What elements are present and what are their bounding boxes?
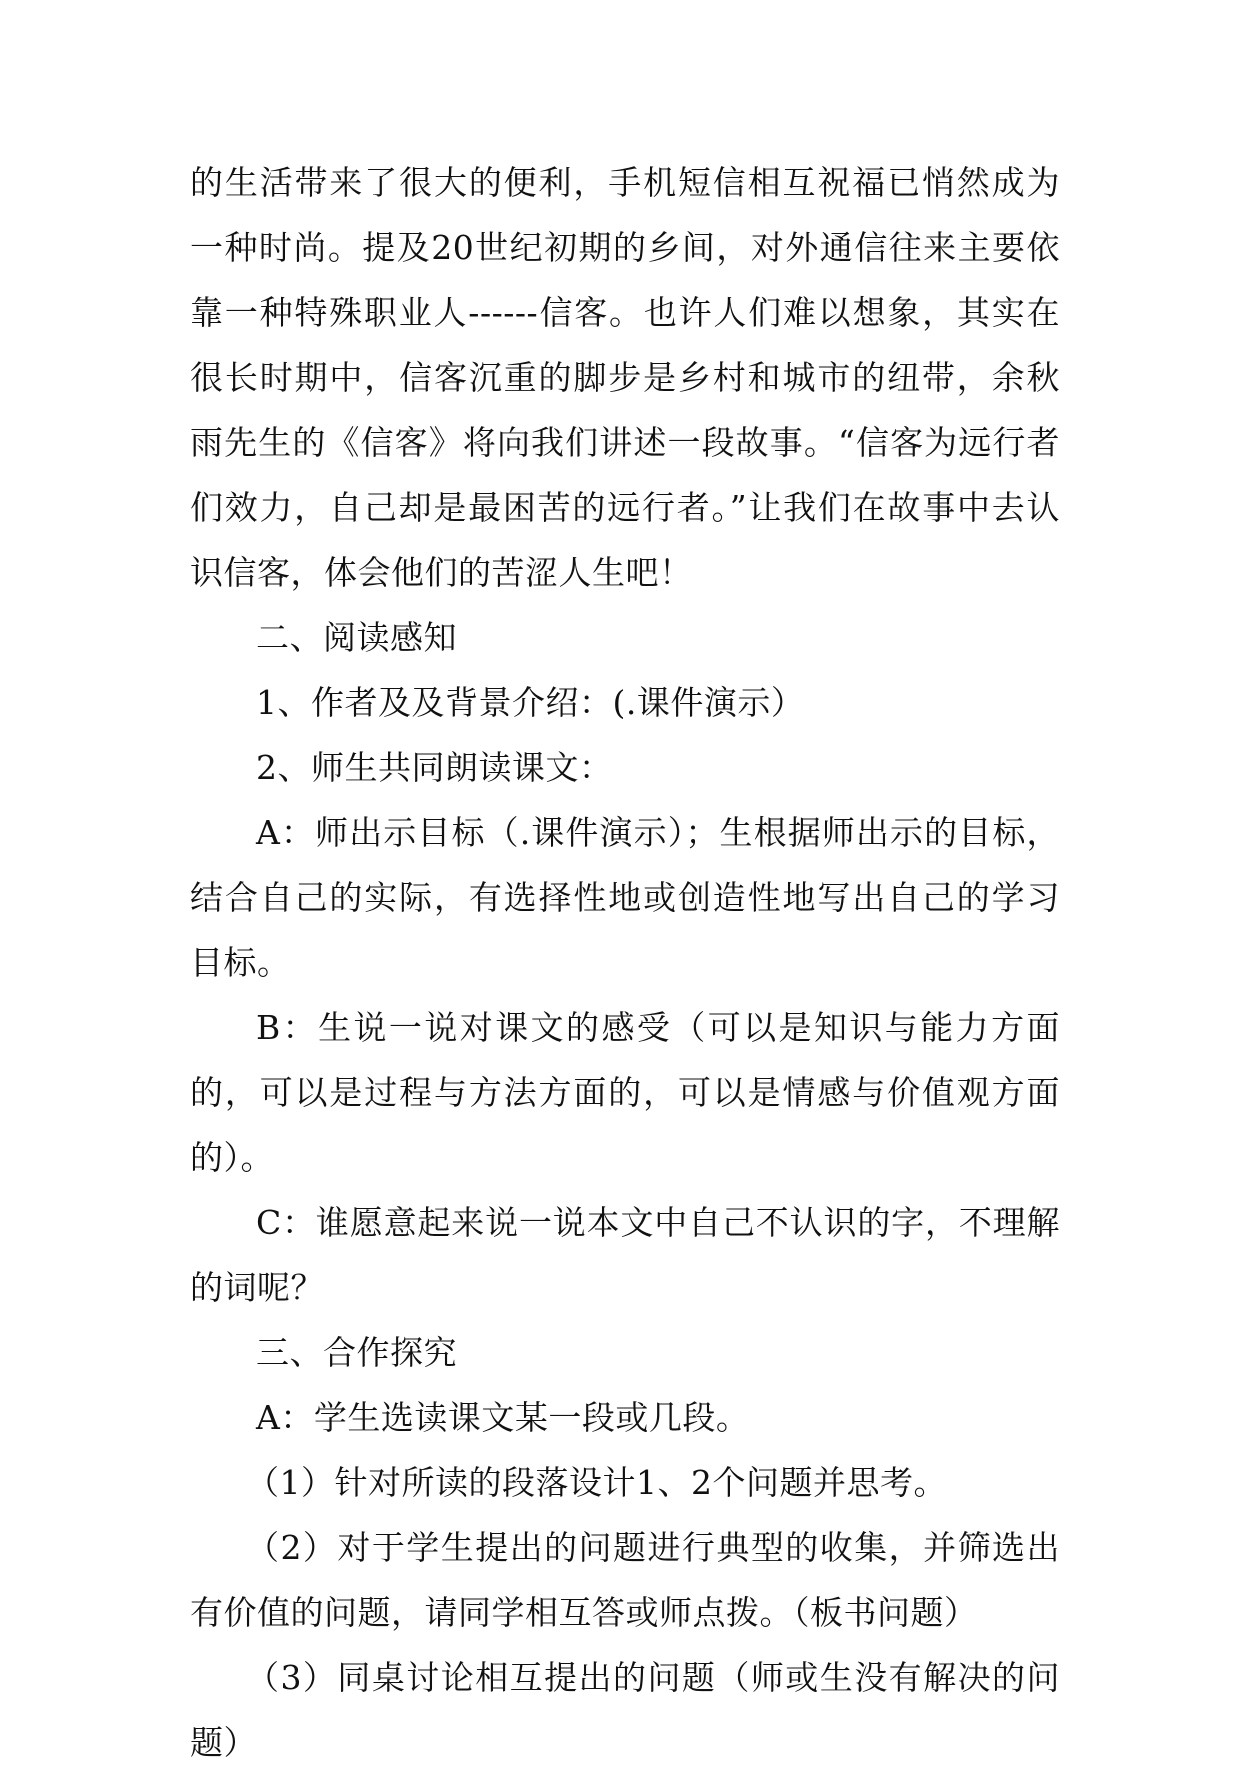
sub-item-1-design-questions: （1）针对所读的段落设计1、2个问题并思考。: [246, 1463, 947, 1502]
paragraph-intro: 的生活带来了很大的便利，手机短信相互祝福已悄然成为一种时尚。提及20世纪初期的乡间，对外通信往来主要依靠一种特殊职业人------信客。也许人们难以想象，其实在很长时期中，信客沉重的脚步是乡村和城市的纽带，余秋雨先生的《信客》将向我们讲述一段故事。“信客为远行者们效力，自己却是最困苦的远行者。”让我们在故事中去认识信客，体会他们的苦涩人生吧！: [190, 163, 1060, 592]
list-item-a-goals: A：师出示目标（.课件演示）；生根据师出示的目标，结合自己的实际，有选择性地或创造性地写出自己的学习目标。: [190, 813, 1060, 982]
section-heading-cooperation: 三、合作探究: [256, 1333, 457, 1372]
document-body: [190, 150, 1060, 1775]
list-item-a-select-reading: A：学生选读课文某一段或几段。: [256, 1398, 750, 1437]
list-item-b-feelings: B：生说一说对课文的感受（可以是知识与能力方面的，可以是过程与方法方面的，可以是情感与价值观方面的）。: [190, 1008, 1060, 1177]
list-item-read-aloud: 2、师生共同朗读课文：: [256, 748, 613, 787]
section-heading-reading: 二、阅读感知: [256, 618, 457, 657]
list-item-author-background: 1、作者及及背景介绍：(.课件演示）: [256, 683, 805, 722]
sub-item-3-discuss-questions: （3）同桌讨论相互提出的问题（师或生没有解决的问题）: [190, 1658, 1060, 1762]
list-item-c-unknown-words: C：谁愿意起来说一说本文中自己不认识的字，不理解的词呢？: [190, 1203, 1060, 1307]
sub-item-2-collect-questions: （2）对于学生提出的问题进行典型的收集，并筛选出有价值的问题，请同学相互答或师点拨。（板书问题）: [190, 1528, 1060, 1632]
